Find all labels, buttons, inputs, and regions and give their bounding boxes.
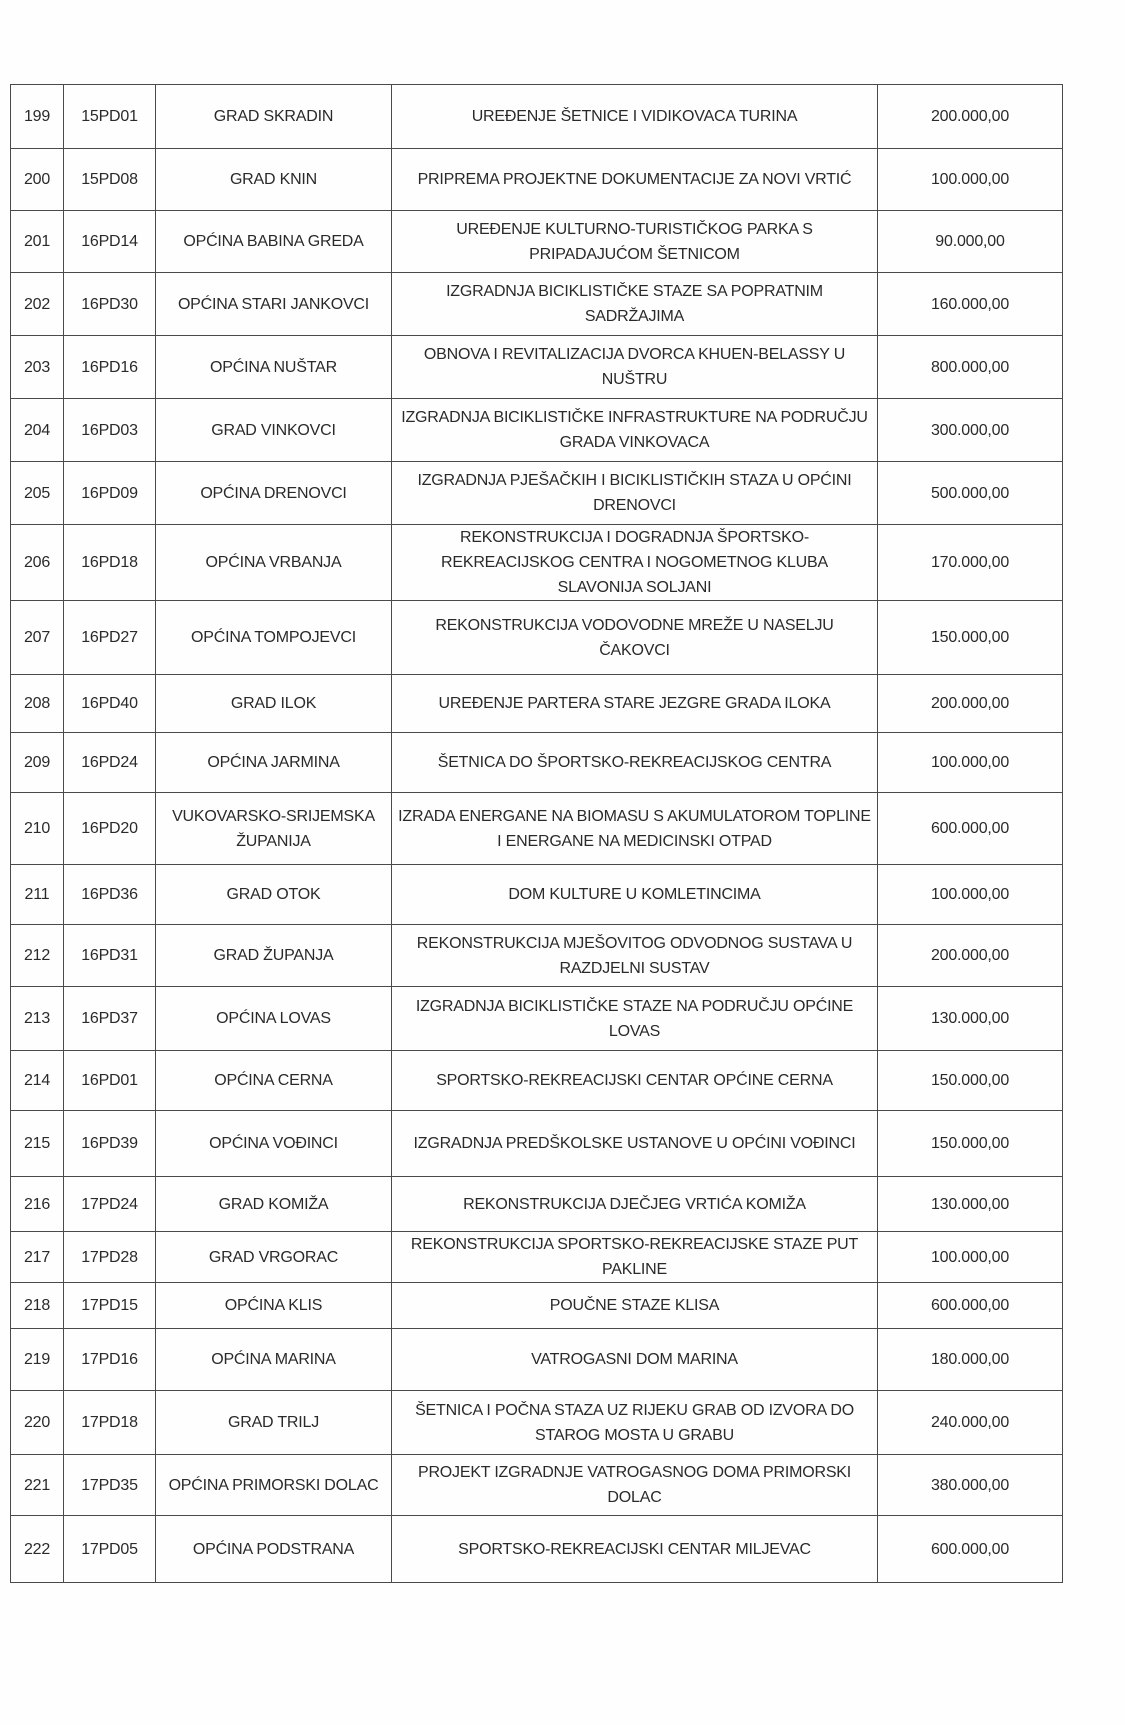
project-name-cell: DOM KULTURE U KOMLETINCIMA bbox=[392, 865, 878, 925]
table-row bbox=[11, 1391, 1063, 1455]
row-number-cell: 206 bbox=[11, 525, 64, 601]
applicant-cell: OPĆINA BABINA GREDA bbox=[156, 211, 392, 273]
table-row bbox=[11, 1516, 1063, 1583]
row-number-cell: 207 bbox=[11, 601, 64, 675]
row-number-cell: 199 bbox=[11, 85, 64, 149]
project-code-cell: 16PD30 bbox=[64, 273, 156, 336]
project-name-cell: IZGRADNJA BICIKLISTIČKE STAZE NA PODRUČJU OPĆINE LOVAS bbox=[392, 987, 878, 1051]
applicant-cell: OPĆINA LOVAS bbox=[156, 987, 392, 1051]
table-row bbox=[11, 675, 1063, 733]
table-row bbox=[11, 865, 1063, 925]
table-row bbox=[11, 399, 1063, 462]
project-code-cell: 16PD09 bbox=[64, 462, 156, 525]
amount-cell: 100.000,00 bbox=[878, 1232, 1063, 1283]
project-code-cell: 16PD27 bbox=[64, 601, 156, 675]
project-code-cell: 16PD18 bbox=[64, 525, 156, 601]
applicant-cell: OPĆINA VRBANJA bbox=[156, 525, 392, 601]
project-name-cell: IZRADA ENERGANE NA BIOMASU S AKUMULATOROM TOPLINE I ENERGANE NA MEDICINSKI OTPAD bbox=[392, 793, 878, 865]
row-number-cell: 216 bbox=[11, 1177, 64, 1232]
row-number-cell: 214 bbox=[11, 1051, 64, 1111]
table-row bbox=[11, 1329, 1063, 1391]
row-number-cell: 215 bbox=[11, 1111, 64, 1177]
project-code-cell: 17PD28 bbox=[64, 1232, 156, 1283]
project-name-cell: IZGRADNJA PREDŠKOLSKE USTANOVE U OPĆINI VOĐINCI bbox=[392, 1111, 878, 1177]
amount-cell: 600.000,00 bbox=[878, 793, 1063, 865]
amount-cell: 160.000,00 bbox=[878, 273, 1063, 336]
project-code-cell: 16PD40 bbox=[64, 675, 156, 733]
applicant-cell: GRAD ILOK bbox=[156, 675, 392, 733]
amount-cell: 200.000,00 bbox=[878, 85, 1063, 149]
amount-cell: 100.000,00 bbox=[878, 149, 1063, 211]
row-number-cell: 217 bbox=[11, 1232, 64, 1283]
amount-cell: 380.000,00 bbox=[878, 1455, 1063, 1516]
project-name-cell: PROJEKT IZGRADNJE VATROGASNOG DOMA PRIMORSKI DOLAC bbox=[392, 1455, 878, 1516]
table-row bbox=[11, 462, 1063, 525]
amount-cell: 300.000,00 bbox=[878, 399, 1063, 462]
project-name-cell: IZGRADNJA PJEŠAČKIH I BICIKLISTIČKIH STAZA U OPĆINI DRENOVCI bbox=[392, 462, 878, 525]
applicant-cell: OPĆINA CERNA bbox=[156, 1051, 392, 1111]
row-number-cell: 211 bbox=[11, 865, 64, 925]
project-code-cell: 17PD15 bbox=[64, 1283, 156, 1329]
amount-cell: 500.000,00 bbox=[878, 462, 1063, 525]
applicant-cell: OPĆINA TOMPOJEVCI bbox=[156, 601, 392, 675]
table-body bbox=[11, 85, 1063, 1583]
applicant-cell: OPĆINA DRENOVCI bbox=[156, 462, 392, 525]
row-number-cell: 200 bbox=[11, 149, 64, 211]
amount-cell: 600.000,00 bbox=[878, 1516, 1063, 1583]
amount-cell: 90.000,00 bbox=[878, 211, 1063, 273]
project-name-cell: SPORTSKO-REKREACIJSKI CENTAR MILJEVAC bbox=[392, 1516, 878, 1583]
applicant-cell: OPĆINA VOĐINCI bbox=[156, 1111, 392, 1177]
project-name-cell: IZGRADNJA BICIKLISTIČKE STAZE SA POPRATNIM SADRŽAJIMA bbox=[392, 273, 878, 336]
allocation-table bbox=[10, 84, 1063, 1583]
project-name-cell: REKONSTRUKCIJA DJEČJEG VRTIĆA KOMIŽA bbox=[392, 1177, 878, 1232]
project-code-cell: 17PD05 bbox=[64, 1516, 156, 1583]
project-code-cell: 16PD14 bbox=[64, 211, 156, 273]
table-row bbox=[11, 733, 1063, 793]
table-row bbox=[11, 1111, 1063, 1177]
amount-cell: 200.000,00 bbox=[878, 925, 1063, 987]
amount-cell: 100.000,00 bbox=[878, 733, 1063, 793]
project-name-cell: POUČNE STAZE KLISA bbox=[392, 1283, 878, 1329]
applicant-cell: GRAD KNIN bbox=[156, 149, 392, 211]
applicant-cell: GRAD SKRADIN bbox=[156, 85, 392, 149]
table-row bbox=[11, 149, 1063, 211]
project-code-cell: 16PD20 bbox=[64, 793, 156, 865]
table-row bbox=[11, 925, 1063, 987]
project-code-cell: 15PD01 bbox=[64, 85, 156, 149]
table-row bbox=[11, 793, 1063, 865]
amount-cell: 800.000,00 bbox=[878, 336, 1063, 399]
amount-cell: 200.000,00 bbox=[878, 675, 1063, 733]
applicant-cell: GRAD TRILJ bbox=[156, 1391, 392, 1455]
project-name-cell: REKONSTRUKCIJA MJEŠOVITOG ODVODNOG SUSTAVA U RAZDJELNI SUSTAV bbox=[392, 925, 878, 987]
project-name-cell: SPORTSKO-REKREACIJSKI CENTAR OPĆINE CERNA bbox=[392, 1051, 878, 1111]
amount-cell: 100.000,00 bbox=[878, 865, 1063, 925]
applicant-cell: OPĆINA STARI JANKOVCI bbox=[156, 273, 392, 336]
table-row bbox=[11, 273, 1063, 336]
applicant-cell: GRAD VRGORAC bbox=[156, 1232, 392, 1283]
table-row bbox=[11, 1455, 1063, 1516]
row-number-cell: 221 bbox=[11, 1455, 64, 1516]
table-row bbox=[11, 1177, 1063, 1232]
row-number-cell: 219 bbox=[11, 1329, 64, 1391]
project-code-cell: 16PD16 bbox=[64, 336, 156, 399]
applicant-cell: GRAD OTOK bbox=[156, 865, 392, 925]
project-name-cell: VATROGASNI DOM MARINA bbox=[392, 1329, 878, 1391]
table-row bbox=[11, 987, 1063, 1051]
table-row bbox=[11, 336, 1063, 399]
applicant-cell: GRAD VINKOVCI bbox=[156, 399, 392, 462]
row-number-cell: 210 bbox=[11, 793, 64, 865]
applicant-cell: OPĆINA NUŠTAR bbox=[156, 336, 392, 399]
row-number-cell: 205 bbox=[11, 462, 64, 525]
project-code-cell: 16PD39 bbox=[64, 1111, 156, 1177]
project-code-cell: 17PD35 bbox=[64, 1455, 156, 1516]
table-row bbox=[11, 1051, 1063, 1111]
row-number-cell: 201 bbox=[11, 211, 64, 273]
applicant-cell: OPĆINA KLIS bbox=[156, 1283, 392, 1329]
amount-cell: 130.000,00 bbox=[878, 987, 1063, 1051]
project-code-cell: 16PD31 bbox=[64, 925, 156, 987]
applicant-cell: VUKOVARSKO-SRIJEMSKA ŽUPANIJA bbox=[156, 793, 392, 865]
amount-cell: 150.000,00 bbox=[878, 1051, 1063, 1111]
table-row bbox=[11, 525, 1063, 601]
project-code-cell: 16PD01 bbox=[64, 1051, 156, 1111]
project-name-cell: UREĐENJE KULTURNO-TURISTIČKOG PARKA S PRIPADAJUĆOM ŠETNICOM bbox=[392, 211, 878, 273]
project-code-cell: 16PD37 bbox=[64, 987, 156, 1051]
project-name-cell: UREĐENJE PARTERA STARE JEZGRE GRADA ILOKA bbox=[392, 675, 878, 733]
project-code-cell: 17PD16 bbox=[64, 1329, 156, 1391]
project-name-cell: ŠETNICA I POČNA STAZA UZ RIJEKU GRAB OD IZVORA DO STAROG MOSTA U GRABU bbox=[392, 1391, 878, 1455]
applicant-cell: OPĆINA MARINA bbox=[156, 1329, 392, 1391]
project-name-cell: REKONSTRUKCIJA VODOVODNE MREŽE U NASELJU ČAKOVCI bbox=[392, 601, 878, 675]
row-number-cell: 209 bbox=[11, 733, 64, 793]
amount-cell: 180.000,00 bbox=[878, 1329, 1063, 1391]
project-code-cell: 16PD03 bbox=[64, 399, 156, 462]
table-row bbox=[11, 1232, 1063, 1283]
project-name-cell: UREĐENJE ŠETNICE I VIDIKOVACA TURINA bbox=[392, 85, 878, 149]
row-number-cell: 213 bbox=[11, 987, 64, 1051]
row-number-cell: 202 bbox=[11, 273, 64, 336]
table-row bbox=[11, 1283, 1063, 1329]
project-name-cell: PRIPREMA PROJEKTNE DOKUMENTACIJE ZA NOVI VRTIĆ bbox=[392, 149, 878, 211]
amount-cell: 130.000,00 bbox=[878, 1177, 1063, 1232]
row-number-cell: 222 bbox=[11, 1516, 64, 1583]
applicant-cell: GRAD KOMIŽA bbox=[156, 1177, 392, 1232]
applicant-cell: OPĆINA PRIMORSKI DOLAC bbox=[156, 1455, 392, 1516]
amount-cell: 170.000,00 bbox=[878, 525, 1063, 601]
amount-cell: 240.000,00 bbox=[878, 1391, 1063, 1455]
row-number-cell: 218 bbox=[11, 1283, 64, 1329]
project-code-cell: 17PD18 bbox=[64, 1391, 156, 1455]
amount-cell: 150.000,00 bbox=[878, 601, 1063, 675]
project-name-cell: IZGRADNJA BICIKLISTIČKE INFRASTRUKTURE NA PODRUČJU GRADA VINKOVACA bbox=[392, 399, 878, 462]
table-row bbox=[11, 601, 1063, 675]
project-code-cell: 15PD08 bbox=[64, 149, 156, 211]
project-code-cell: 16PD36 bbox=[64, 865, 156, 925]
project-name-cell: REKONSTRUKCIJA I DOGRADNJA ŠPORTSKO-REKREACIJSKOG CENTRA I NOGOMETNOG KLUBA SLAVONIJA SOLJANI bbox=[392, 525, 878, 601]
table-row bbox=[11, 85, 1063, 149]
applicant-cell: OPĆINA PODSTRANA bbox=[156, 1516, 392, 1583]
project-name-cell: OBNOVA I REVITALIZACIJA DVORCA KHUEN-BELASSY U NUŠTRU bbox=[392, 336, 878, 399]
applicant-cell: GRAD ŽUPANJA bbox=[156, 925, 392, 987]
applicant-cell: OPĆINA JARMINA bbox=[156, 733, 392, 793]
project-code-cell: 17PD24 bbox=[64, 1177, 156, 1232]
project-code-cell: 16PD24 bbox=[64, 733, 156, 793]
project-name-cell: REKONSTRUKCIJA SPORTSKO-REKREACIJSKE STAZE PUT PAKLINE bbox=[392, 1232, 878, 1283]
row-number-cell: 203 bbox=[11, 336, 64, 399]
row-number-cell: 212 bbox=[11, 925, 64, 987]
row-number-cell: 208 bbox=[11, 675, 64, 733]
table-row bbox=[11, 211, 1063, 273]
row-number-cell: 220 bbox=[11, 1391, 64, 1455]
amount-cell: 150.000,00 bbox=[878, 1111, 1063, 1177]
row-number-cell: 204 bbox=[11, 399, 64, 462]
amount-cell: 600.000,00 bbox=[878, 1283, 1063, 1329]
project-name-cell: ŠETNICA DO ŠPORTSKO-REKREACIJSKOG CENTRA bbox=[392, 733, 878, 793]
